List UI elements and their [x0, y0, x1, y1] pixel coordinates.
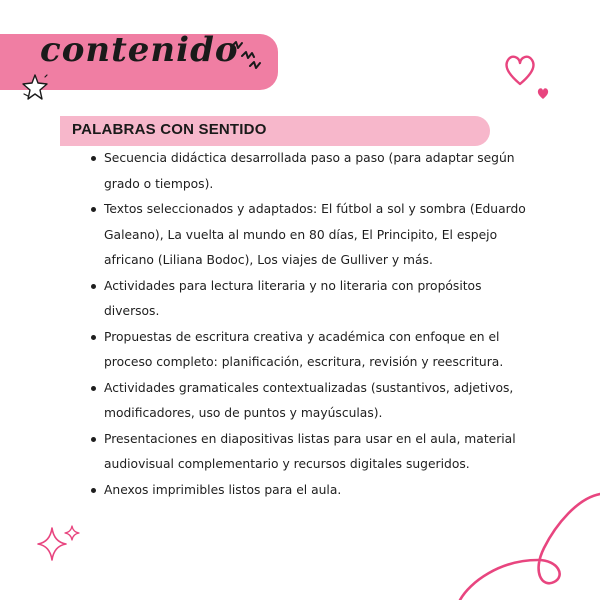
list-item: Actividades para lectura literaria y no literaria con propósitos diversos.	[90, 274, 530, 325]
list-item: Textos seleccionados y adaptados: El fútbol a sol y sombra (Eduardo Galeano), La vuelta al mundo en 80 días, El Principito, El espejo africano (Liliana Bodoc), Los viajes de Gulliver y más.	[90, 197, 530, 274]
swirl-decoration	[440, 486, 600, 600]
list-item: Propuestas de escritura creativa y académica con enfoque en el proceso completo: planificación, escritura, revisión y reescritura.	[90, 325, 530, 376]
heart-icon	[500, 50, 540, 90]
small-heart-icon	[536, 86, 550, 100]
section-title: PALABRAS CON SENTIDO	[72, 121, 267, 138]
list-item: Actividades gramaticales contextualizadas (sustantivos, adjetivos, modificadores, uso de puntos y mayúsculas).	[90, 376, 530, 427]
content-list	[90, 146, 530, 503]
list-item: Secuencia didáctica desarrollada paso a paso (para adaptar según grado o tiempos).	[90, 146, 530, 197]
list-item: Anexos imprimibles listos para el aula.	[90, 478, 530, 504]
page-title: contenido	[40, 30, 239, 70]
list-item: Presentaciones en diapositivas listas para usar en el aula, material audiovisual complementario y recursos digitales sugeridos.	[90, 427, 530, 478]
sparkle-lines-icon	[228, 40, 268, 70]
sparkles-icon	[34, 522, 84, 566]
star-outline-icon	[20, 72, 50, 102]
